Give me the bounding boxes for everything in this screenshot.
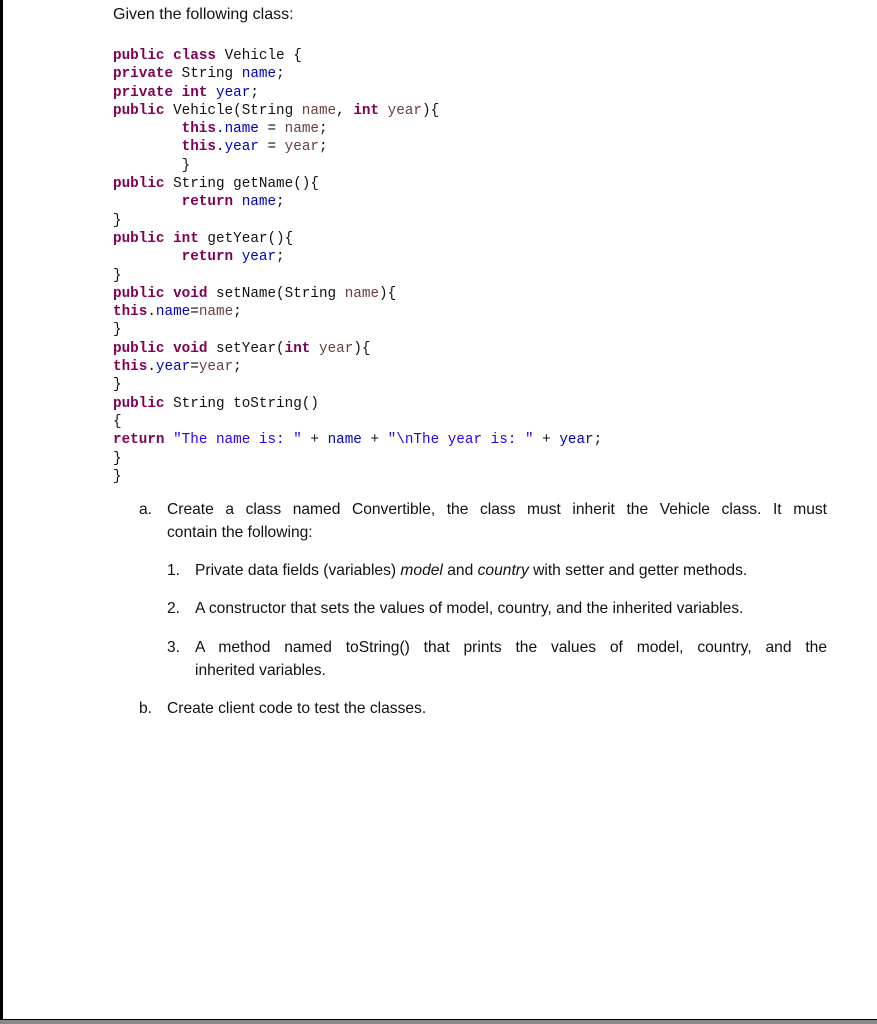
intro-text: Given the following class:: [113, 6, 294, 23]
task-item-3-line-2: inherited variables.: [195, 662, 326, 679]
code-line: }: [113, 212, 122, 229]
code-line: }: [113, 267, 122, 284]
task-item-3: [167, 636, 829, 686]
page-bottom-border: [0, 1019, 877, 1024]
task-item-1-number: 1.: [167, 562, 181, 579]
country-term: country: [477, 562, 529, 579]
task-b-text: Create client code to test the classes.: [167, 700, 427, 717]
code-line: }: [113, 322, 122, 339]
code-line: private String name;: [113, 66, 285, 83]
task-a-line-1: Create a class named Convertible, the class must inherit the Vehicle class. It must: [167, 501, 827, 518]
code-line: public class Vehicle {: [113, 48, 302, 64]
code-line: public void setYear(int year){: [113, 340, 371, 357]
code-line: return "The name is: " + name + "\nThe year is: " + year;: [113, 432, 603, 449]
code-line: public void setName(String name){: [113, 285, 397, 302]
code-line: private int year;: [113, 84, 259, 101]
code-line: return name;: [181, 194, 285, 211]
code-line: this.name=name;: [113, 304, 242, 321]
task-a-line-2: contain the following:: [167, 524, 313, 541]
task-item-3-line-1: A method named toString() that prints the values of model, country, and the: [195, 639, 827, 656]
task-item-1-text: Private data fields (variables) model and country with setter and getter methods.: [195, 562, 748, 579]
task-item-1: [167, 559, 827, 584]
code-line: public int getYear(){: [113, 230, 294, 247]
code-line: return year;: [181, 249, 285, 266]
code-line: public String toString(): [113, 395, 319, 412]
code-line: {: [113, 413, 122, 430]
code-line: }: [113, 468, 122, 485]
task-a-label: a.: [139, 501, 153, 518]
task-b: [139, 697, 829, 722]
task-item-2-number: 2.: [167, 600, 181, 617]
code-line: this.name = name;: [181, 121, 328, 138]
code-line: }: [181, 157, 191, 174]
code-block: [113, 47, 602, 486]
code-line: }: [113, 450, 122, 467]
code-line: this.year = year;: [181, 139, 328, 156]
code-line: this.year=year;: [113, 359, 242, 376]
code-line: public Vehicle(String name, int year){: [113, 102, 440, 119]
page-left-border: [0, 0, 3, 1020]
code-line: public String getName(){: [113, 176, 319, 193]
model-term: model: [400, 562, 443, 579]
task-item-2: [167, 597, 827, 622]
task-item-2-text: A constructor that sets the values of model, country, and the inherited variables.: [195, 600, 744, 617]
code-line: }: [113, 377, 122, 394]
task-item-3-number: 3.: [167, 639, 181, 656]
task-a: [139, 498, 829, 548]
task-b-label: b.: [139, 700, 153, 717]
